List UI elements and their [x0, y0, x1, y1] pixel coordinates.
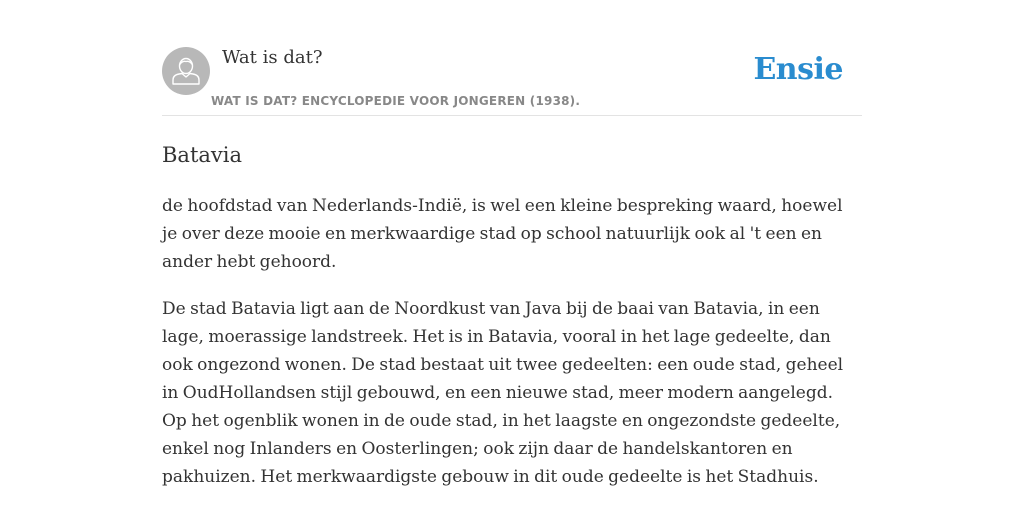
article-body [162, 192, 862, 510]
article-title: Batavia [162, 143, 243, 167]
brand-logo[interactable]: Ensie [753, 52, 843, 87]
source-title[interactable]: Wat is dat? [222, 47, 323, 68]
source-header [162, 46, 862, 116]
user-icon[interactable] [162, 47, 210, 95]
article-paragraph: de hoofdstad van Nederlands-Indië, is wel een kleine bespreking waard, hoewel je over deze mooie en merkwaardige stad op school natuurlijk ook al 't een en ander hebt gehoord. [162, 196, 843, 272]
article-paragraph: De stad Batavia ligt aan de Noordkust van Java bij de baai van Batavia, in een lage, moerassige landstreek. Het is in Batavia, vooral in het lage gedeelte, dan ook ongezond wonen. De stad bestaat uit twee gedeelten: een oude stad, geheel in OudHollandsen stijl gebouwd, en een nieuwe stad, meer modern aangelegd. Op het ogenblik wonen in de oude stad, in het laagste en ongezondste gedeelte, enkel nog Inlanders en Oosterlingen; ook zijn daar de handelskantoren en pakhuizen. Het merkwaardigste gebouw in dit oude gedeelte is het Stadhuis. [162, 299, 844, 487]
source-subtitle: WAT IS DAT? ENCYCLOPEDIE VOOR JONGEREN (1938). [211, 94, 581, 108]
